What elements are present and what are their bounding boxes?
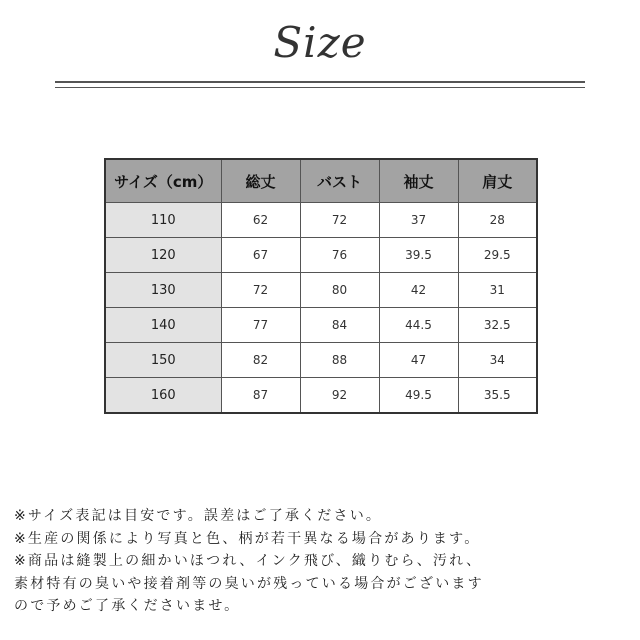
table-row xyxy=(105,378,537,414)
header-shoulder-width: 肩丈 xyxy=(458,159,537,203)
total-cell: 67 xyxy=(221,238,300,273)
header-size: サイズ（cm） xyxy=(105,159,221,203)
table-row xyxy=(105,238,537,273)
sleeve-cell: 47 xyxy=(379,343,458,378)
bust-cell: 76 xyxy=(300,238,379,273)
table-header-row xyxy=(105,159,537,203)
header-total-length: 総丈 xyxy=(221,159,300,203)
shoulder-cell: 35.5 xyxy=(458,378,537,414)
sleeve-cell: 49.5 xyxy=(379,378,458,414)
shoulder-cell: 32.5 xyxy=(458,308,537,343)
note-line: ※生産の関係により写真と色、柄が若干異なる場合があります。 xyxy=(14,530,481,547)
header-sleeve-length: 袖丈 xyxy=(379,159,458,203)
table-row xyxy=(105,203,537,238)
size-cell: 110 xyxy=(105,203,221,238)
bust-cell: 72 xyxy=(300,203,379,238)
table-row xyxy=(105,343,537,378)
sleeve-cell: 37 xyxy=(379,203,458,238)
size-cell: 150 xyxy=(105,343,221,378)
note-line: ※商品は縫製上の細かいほつれ、インク飛び、織りむら、汚れ、 xyxy=(14,553,483,569)
header-bust: バスト xyxy=(300,159,379,203)
shoulder-cell: 28 xyxy=(458,203,537,238)
shoulder-cell: 34 xyxy=(458,343,537,378)
shoulder-cell: 31 xyxy=(458,273,537,308)
bust-cell: 84 xyxy=(300,308,379,343)
total-cell: 82 xyxy=(221,343,300,378)
size-cell: 160 xyxy=(105,378,221,414)
page-title: Size xyxy=(273,18,367,67)
sleeve-cell: 39.5 xyxy=(379,238,458,273)
note-line: ので予めご了承くださいませ。 xyxy=(14,598,241,614)
notes xyxy=(14,505,634,618)
total-cell: 72 xyxy=(221,273,300,308)
size-cell: 140 xyxy=(105,308,221,343)
sleeve-cell: 44.5 xyxy=(379,308,458,343)
total-cell: 87 xyxy=(221,378,300,414)
divider-top xyxy=(55,81,585,83)
size-cell: 130 xyxy=(105,273,221,308)
table-row xyxy=(105,273,537,308)
note-line: ※サイズ表記は目安です。誤差はご了承ください。 xyxy=(14,508,383,524)
bust-cell: 80 xyxy=(300,273,379,308)
size-table xyxy=(104,158,538,414)
total-cell: 77 xyxy=(221,308,300,343)
size-cell: 120 xyxy=(105,238,221,273)
note-line: 素材特有の臭いや接着剤等の臭いが残っている場合がございます xyxy=(14,575,484,592)
divider-bottom xyxy=(55,87,585,88)
bust-cell: 88 xyxy=(300,343,379,378)
sleeve-cell: 42 xyxy=(379,273,458,308)
total-cell: 62 xyxy=(221,203,300,238)
bust-cell: 92 xyxy=(300,378,379,414)
shoulder-cell: 29.5 xyxy=(458,238,537,273)
table-row xyxy=(105,308,537,343)
